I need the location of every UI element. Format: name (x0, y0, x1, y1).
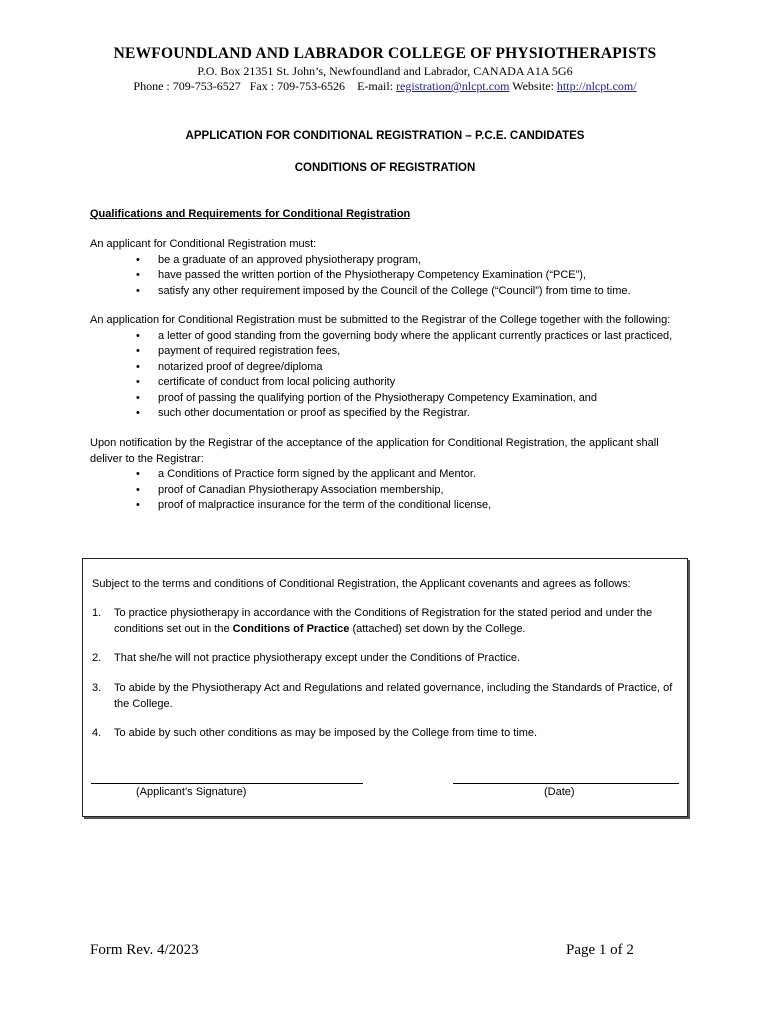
covenant-number: 2. (92, 652, 102, 664)
list-item: • satisfy any other requirement imposed by the Council of the College (“Council”) from time to time. (158, 284, 690, 300)
covenant-text: That she/he will not practice physiotherapy except under the Conditions of Practice. (114, 652, 521, 664)
org-name: NEWFOUNDLAND AND LABRADOR COLLEGE OF PHYSIOTHERAPISTS (113, 45, 657, 62)
application-list (90, 329, 690, 422)
qualifications-list (90, 253, 690, 300)
list-item: • proof of Canadian Physiotherapy Association membership, (158, 483, 690, 499)
qualifications-intro: An applicant for Conditional Registration must: (90, 238, 317, 250)
list-item: • proof of malpractice insurance for the term of the conditional license, (158, 498, 690, 514)
covenant-item-3 (92, 681, 682, 712)
website-link[interactable]: http://nlcpt.com/ (556, 79, 637, 93)
list-item: • be a graduate of an approved physiotherapy program, (158, 253, 690, 269)
page-number: Page 1 of 2 (566, 942, 634, 958)
notification-intro: Upon notification by the Registrar of the acceptance of the application for Conditional Registration, the applicant shall deliver to the Registrar: (90, 437, 659, 465)
list-item: • such other documentation or proof as specified by the Registrar. (158, 406, 690, 422)
qualifications-heading: Qualifications and Requirements for Conditional Registration (90, 208, 411, 220)
email-label: E-mail: (357, 79, 394, 93)
list-item: • a letter of good standing from the governing body where the applicant currently practices or last practiced, (158, 329, 690, 345)
list-item: • certificate of conduct from local policing authority (158, 375, 690, 391)
list-item: • proof of passing the qualifying portion of the Physiotherapy Competency Examination, and (158, 391, 690, 407)
covenant-text: To abide by the Physiotherapy Act and Regulations and related governance, including the Standards of Practice, of the College. (114, 682, 673, 710)
form-revision: Form Rev. 4/2023 (90, 942, 199, 958)
signature-label: (Applicant’s Signature) (136, 786, 247, 798)
application-intro: An application for Conditional Registration must be submitted to the Registrar of the College together with the following: (90, 314, 671, 326)
org-contact (0, 79, 770, 94)
fax-text: Fax : 709-753-6526 (249, 79, 346, 93)
notification-list (90, 467, 690, 514)
notification-block (90, 436, 690, 514)
signature-line[interactable] (91, 783, 363, 784)
list-item: • notarized proof of degree/diploma (158, 360, 690, 376)
date-label: (Date) (544, 786, 575, 798)
covenant-number: 1. (92, 607, 102, 619)
covenant-item-2 (92, 651, 682, 667)
form-title: APPLICATION FOR CONDITIONAL REGISTRATION – P.C.E. CANDIDATES (185, 130, 585, 142)
covenant-number: 4. (92, 727, 102, 739)
email-link[interactable]: registration@nlcpt.com (396, 79, 510, 93)
covenant-item-4 (92, 726, 682, 742)
list-item: • a Conditions of Practice form signed by the applicant and Mentor. (158, 467, 690, 483)
covenant-box (82, 558, 688, 817)
covenant-intro: Subject to the terms and conditions of Conditional Registration, the Applicant covenants and agrees as follows: (92, 578, 631, 590)
list-item: • have passed the written portion of the Physiotherapy Competency Examination (“PCE”), (158, 268, 690, 284)
website-label: Website: (512, 79, 554, 93)
covenant-text: To abide by such other conditions as may be imposed by the College from time to time. (114, 727, 538, 739)
org-address: P.O. Box 21351 St. John’s, Newfoundland and Labrador, CANADA A1A 5G6 (197, 64, 573, 78)
qualifications-block (90, 237, 690, 299)
form-subtitle: CONDITIONS OF REGISTRATION (294, 162, 476, 174)
covenant-item-1 (92, 606, 682, 637)
covenant-number: 3. (92, 682, 102, 694)
application-block (90, 313, 690, 422)
list-item: • payment of required registration fees, (158, 344, 690, 360)
date-line[interactable] (453, 783, 679, 784)
phone-text: Phone : 709-753-6527 (133, 79, 241, 93)
covenant-text: To practice physiotherapy in accordance with the Conditions of Registration for the stated period and under the conditions set out in the Conditions of Practice (attached) set down by the College. (114, 607, 653, 635)
